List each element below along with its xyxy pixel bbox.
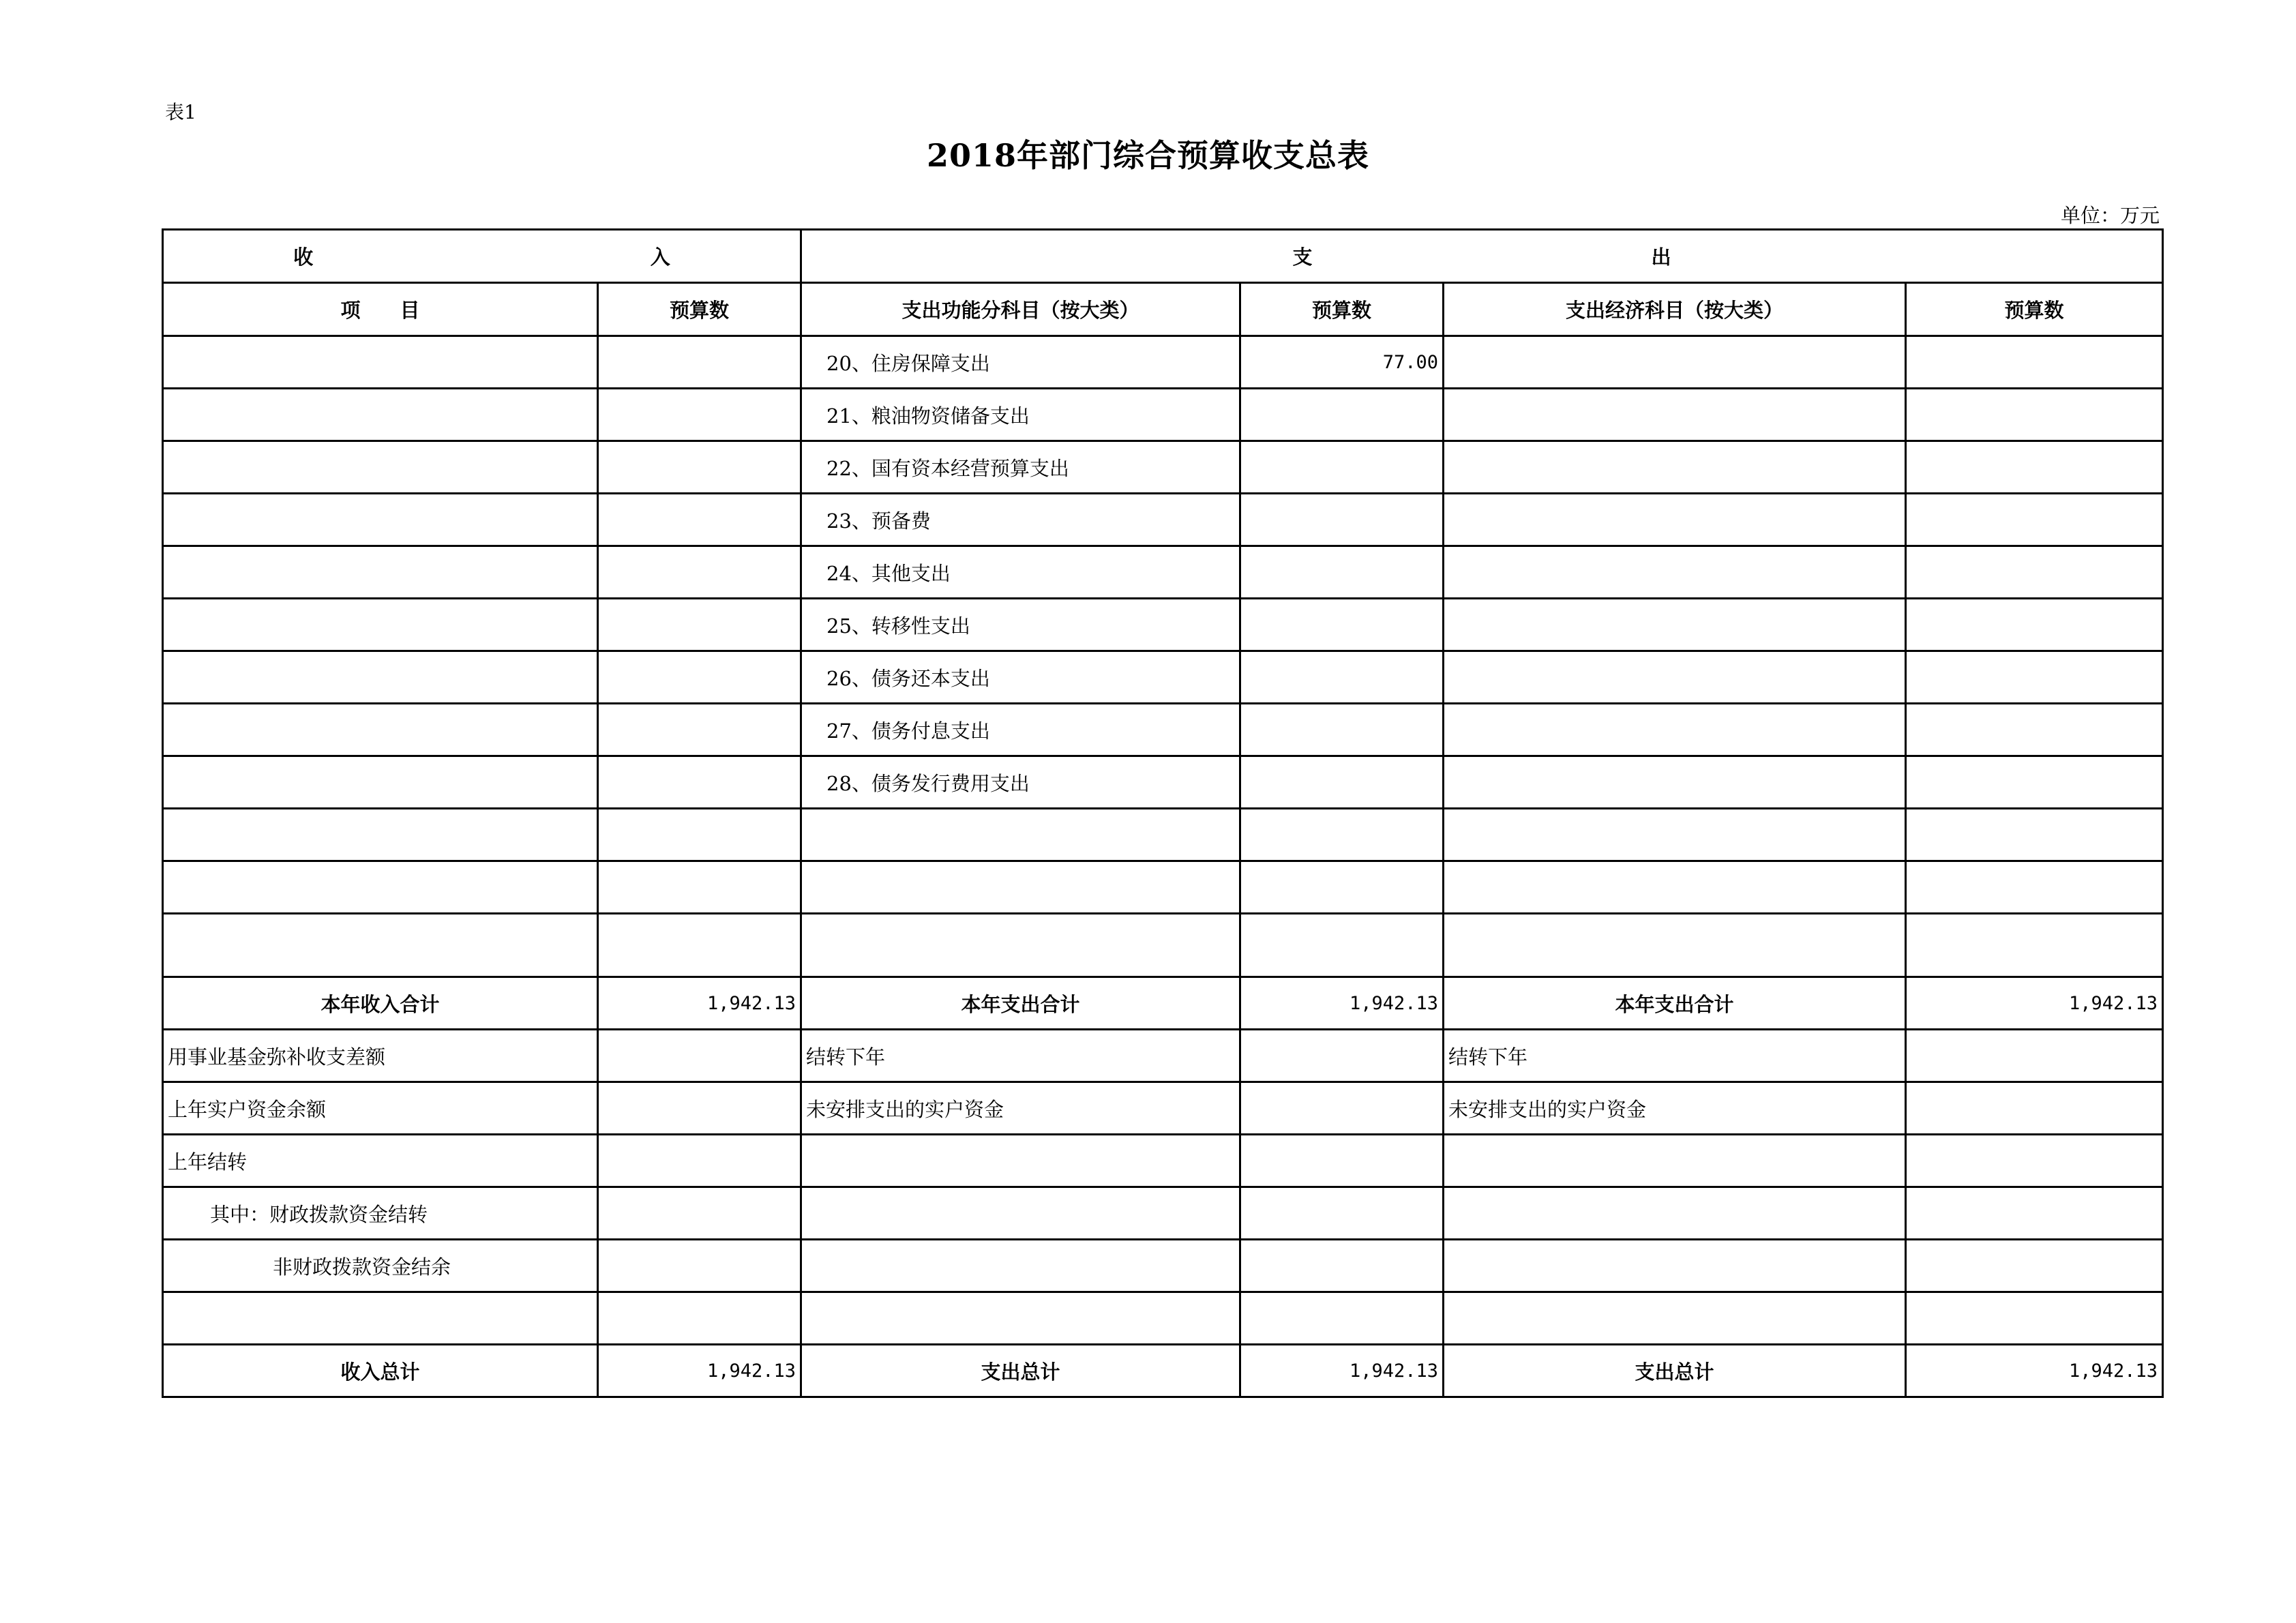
total-econ-value: 1,942.13 xyxy=(1906,1345,2163,1397)
subtotal-econ-label: 本年支出合计 xyxy=(1444,977,1906,1030)
table-row-empty xyxy=(163,861,2163,914)
table-row: 上年结转 xyxy=(163,1135,2163,1187)
table-row: 28、债务发行费用支出 xyxy=(163,756,2163,809)
total-income-label: 收入总计 xyxy=(163,1345,598,1397)
subtotal-income-label: 本年收入合计 xyxy=(163,977,598,1030)
total-func-label: 支出总计 xyxy=(801,1345,1240,1397)
table-row: 非财政拨款资金结余 xyxy=(163,1240,2163,1292)
income-group-header: 收 入 xyxy=(163,230,801,283)
header-income-budget: 预算数 xyxy=(598,283,801,336)
table-row-empty xyxy=(163,1292,2163,1345)
expense-group-header: 支 出 xyxy=(801,230,2163,283)
header-income-item: 项 目 xyxy=(163,283,598,336)
subtotal-row xyxy=(163,977,2163,1030)
budget-table xyxy=(162,228,2164,1398)
header-econ-budget: 预算数 xyxy=(1906,283,2163,336)
page-title: 2018年部门综合预算收支总表 xyxy=(926,137,1370,174)
table-row: 26、债务还本支出 xyxy=(163,651,2163,704)
subtotal-func-label: 本年支出合计 xyxy=(801,977,1240,1030)
total-func-value: 1,942.13 xyxy=(1240,1345,1444,1397)
column-header-row xyxy=(163,283,2163,336)
table-row: 22、国有资本经营预算支出 xyxy=(163,441,2163,494)
subtotal-econ-value: 1,942.13 xyxy=(1906,977,2163,1030)
group-header-row xyxy=(163,230,2163,283)
table-row-empty xyxy=(163,914,2163,977)
table-row: 其中：财政拨款资金结转 xyxy=(163,1187,2163,1240)
table-row: 20、住房保障支出 77.00 xyxy=(163,336,2163,389)
table-row: 27、债务付息支出 xyxy=(163,704,2163,756)
table-row: 上年实户资金余额 未安排支出的实户资金 未安排支出的实户资金 xyxy=(163,1082,2163,1135)
total-row xyxy=(163,1345,2163,1397)
table-row: 21、粮油物资储备支出 xyxy=(163,389,2163,441)
header-func-item: 支出功能分科目（按大类） xyxy=(801,283,1240,336)
total-income-value: 1,942.13 xyxy=(598,1345,801,1397)
table-row: 用事业基金弥补收支差额 结转下年 结转下年 xyxy=(163,1030,2163,1082)
unit-label: 单位：万元 xyxy=(2060,204,2160,227)
subtotal-income-value: 1,942.13 xyxy=(598,977,801,1030)
table-label: 表1 xyxy=(165,101,196,123)
table-row: 23、预备费 xyxy=(163,494,2163,546)
header-func-budget: 预算数 xyxy=(1240,283,1444,336)
total-econ-label: 支出总计 xyxy=(1444,1345,1906,1397)
table-row: 24、其他支出 xyxy=(163,546,2163,599)
header-econ-item: 支出经济科目（按大类） xyxy=(1444,283,1906,336)
table-row-empty xyxy=(163,809,2163,861)
table-row: 25、转移性支出 xyxy=(163,599,2163,651)
subtotal-func-value: 1,942.13 xyxy=(1240,977,1444,1030)
